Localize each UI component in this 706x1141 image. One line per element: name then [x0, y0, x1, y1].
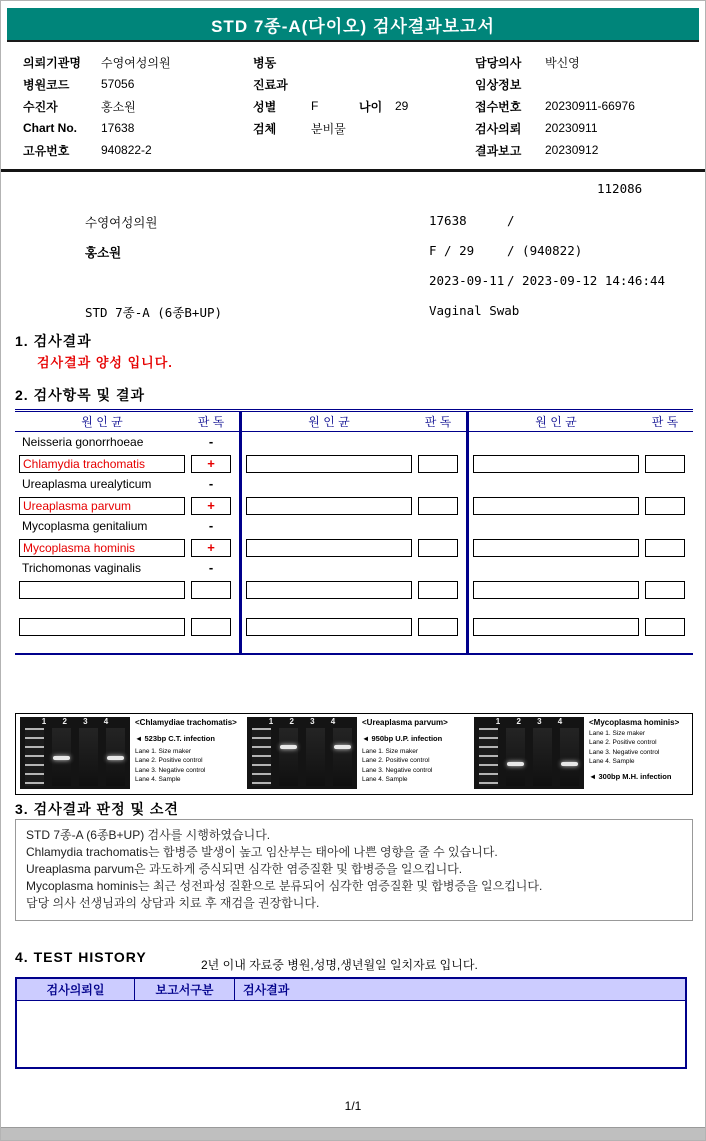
- empty-result-row: [242, 616, 466, 637]
- gel-legend: [589, 729, 693, 767]
- info-label: 의뢰기관명: [23, 55, 81, 70]
- results-header: [15, 412, 239, 432]
- reading-header: 판 독: [197, 415, 225, 429]
- reading-header: 판 독: [424, 415, 452, 429]
- gel-legend-line: Lane 3. Negative control: [362, 766, 433, 774]
- gel-legend-line: Lane 3. Negative control: [589, 748, 660, 756]
- blank-row: [242, 558, 466, 579]
- info-label: 성별: [253, 99, 277, 114]
- result-value: -: [208, 559, 214, 575]
- empty-result-row: [469, 453, 693, 474]
- gel-lane-positive-control: [506, 728, 525, 786]
- result-row: [15, 516, 239, 537]
- empty-organism-box: [246, 455, 412, 473]
- blank-row: [469, 516, 693, 537]
- blank-row: [242, 474, 466, 495]
- opinion-line: 담당 의사 선생님과의 상담과 치료 후 재검을 권장합니다.: [26, 896, 320, 910]
- info-value: 박신영: [545, 55, 580, 70]
- report-title-banner: [7, 8, 699, 42]
- info-label: 수진자: [23, 99, 58, 114]
- doc-number: 112086: [597, 181, 643, 196]
- gel-band: [107, 756, 124, 760]
- info-value: 57056: [101, 77, 135, 91]
- divider-line: [1, 169, 705, 172]
- gel-legend-line: Lane 2. Positive control: [135, 757, 203, 765]
- gel-lane-size-marker: [252, 728, 271, 786]
- results-header: [469, 412, 693, 432]
- info-label: 고유번호: [23, 143, 70, 158]
- gel-caption: [362, 717, 466, 789]
- info-value: 20230911: [545, 121, 598, 135]
- summary-hospital: 수영여성의원: [85, 215, 158, 230]
- gel-caption: [589, 717, 693, 789]
- info-label: 병원코드: [23, 77, 70, 92]
- results-group-1: [15, 412, 239, 653]
- gel-annotation: ◄ 950bp U.P. infection: [362, 734, 443, 743]
- result-value: -: [208, 433, 214, 449]
- result-value: +: [191, 455, 231, 473]
- info-label: 결과보고: [475, 143, 522, 158]
- gel-caption: [135, 717, 239, 789]
- result-value: -: [208, 475, 214, 491]
- organism-name: Trichomonas vaginalis: [22, 560, 141, 575]
- gel-annotation: ◄ 523bp C.T. infection: [135, 734, 215, 743]
- gel-lane-numbers: 1 2 3 4: [268, 717, 336, 726]
- info-row: [253, 73, 475, 95]
- info-value: 940822-2: [101, 143, 152, 157]
- organism-name: Neisseria gonorrhoeae: [22, 434, 144, 449]
- blank-row: [469, 558, 693, 579]
- row-spacer: [242, 637, 466, 653]
- gel-lane-size-marker: [25, 728, 44, 786]
- results-group-3: [469, 412, 693, 653]
- report-title: STD 7종-A(다이오) 검사결과보고서: [211, 16, 495, 36]
- summary-request-date: 2023-09-11: [429, 273, 505, 288]
- gel-lane-sample: [560, 728, 579, 786]
- gel-band: [561, 762, 578, 766]
- empty-result-box: [645, 539, 685, 557]
- empty-organism-box: [246, 497, 412, 515]
- results-header: [242, 412, 466, 432]
- gel-image-chlamydia: [20, 717, 130, 789]
- info-label: 임상정보: [475, 77, 522, 92]
- gel-panel-mycoplasma: [474, 717, 693, 789]
- empty-organism-box: [246, 618, 412, 636]
- empty-organism-box: [473, 539, 639, 557]
- empty-organism-box: [473, 497, 639, 515]
- empty-organism-box: [246, 581, 412, 599]
- info-value: F: [311, 99, 319, 113]
- gel-legend-line: Lane 3. Negative control: [135, 766, 206, 774]
- organism-name: Ureaplasma parvum: [19, 497, 185, 515]
- info-label: 검사의뢰: [475, 121, 522, 136]
- gel-lane-sample: [106, 728, 125, 786]
- info-row: [23, 51, 253, 73]
- empty-result-row: [242, 453, 466, 474]
- empty-result-box: [418, 618, 458, 636]
- result-value: -: [208, 517, 214, 533]
- empty-result-row: [469, 537, 693, 558]
- result-row: [15, 537, 239, 558]
- info-label: 나이: [359, 99, 383, 114]
- info-column-right: [475, 51, 697, 161]
- gel-title: <Chlamydiae trachomatis>: [135, 718, 237, 727]
- summary-chart-no: 17638: [429, 213, 467, 228]
- gel-lane-numbers: 1 2 3 4: [495, 717, 563, 726]
- empty-result-row: [242, 579, 466, 600]
- info-row: [475, 117, 697, 139]
- gel-lane-size-marker: [479, 728, 498, 786]
- info-row: [23, 73, 253, 95]
- section2-heading: 2. 검사항목 및 결과: [15, 387, 146, 403]
- empty-result-row: [15, 616, 239, 637]
- info-value: 수영여성의원: [101, 55, 171, 70]
- empty-result-box: [418, 581, 458, 599]
- info-label: 담당의사: [475, 55, 522, 70]
- history-header-result: 검사결과: [243, 983, 290, 997]
- gel-panel-ureaplasma: [247, 717, 466, 789]
- empty-result-box: [191, 618, 231, 636]
- empty-result-row: [469, 616, 693, 637]
- empty-result-row: [469, 579, 693, 600]
- opinion-line: Ureaplasma parvum은 과도하게 증식되면 심각한 염증질환 및 합병증을 일으킵니다.: [26, 862, 463, 876]
- gel-lane-negative-control: [79, 728, 98, 786]
- info-row: [475, 95, 697, 117]
- empty-result-box: [191, 581, 231, 599]
- blank-row: [469, 474, 693, 495]
- info-value: 20230911-66976: [545, 99, 635, 113]
- result-row: [15, 558, 239, 579]
- empty-organism-box: [473, 455, 639, 473]
- history-header-request-date: 검사의뢰일: [17, 979, 135, 1000]
- row-spacer: [469, 600, 693, 616]
- opinion-line: STD 7종-A (6종B+UP) 검사를 시행하였습니다.: [26, 828, 271, 842]
- gel-lanes: [25, 728, 125, 786]
- gel-images-section: [15, 713, 693, 795]
- info-row: [253, 51, 475, 73]
- gel-image-mycoplasma: [474, 717, 584, 789]
- row-spacer: [242, 600, 466, 616]
- result-row: [15, 495, 239, 516]
- opinion-line: Mycoplasma hominis는 최근 성전파성 질환으로 분류되어 심각한 염증질환 및 합병증을 일으킵니다.: [26, 879, 543, 893]
- empty-result-row: [15, 579, 239, 600]
- blank-row: [242, 516, 466, 537]
- gel-band: [507, 762, 524, 766]
- row-spacer: [15, 600, 239, 616]
- empty-result-box: [645, 618, 685, 636]
- organism-header: 원 인 균: [535, 415, 577, 429]
- gel-band: [280, 745, 297, 749]
- gel-legend-line: Lane 4. Sample: [135, 776, 181, 784]
- history-empty-body: [17, 1001, 685, 1067]
- section4-heading: 4. TEST HISTORY: [15, 949, 147, 965]
- section3-heading: 3. 검사결과 판정 및 소견: [15, 801, 179, 817]
- info-column-middle: [253, 51, 475, 161]
- result-row: [15, 474, 239, 495]
- empty-organism-box: [19, 581, 185, 599]
- summary-slash: /: [507, 213, 515, 228]
- gel-legend-line: Lane 4. Sample: [362, 776, 408, 784]
- gel-lane-numbers: 1 2 3 4: [41, 717, 109, 726]
- patient-info-section: [23, 51, 697, 161]
- gel-legend-line: Lane 1. Size maker: [362, 748, 419, 755]
- result-value: +: [191, 539, 231, 557]
- gel-lane-sample: [333, 728, 352, 786]
- summary-patient-name: 홍소원: [85, 245, 122, 260]
- gel-lane-negative-control: [306, 728, 325, 786]
- gel-legend-line: Lane 1. Size maker: [135, 748, 192, 755]
- organism-name: Mycoplasma hominis: [19, 539, 185, 557]
- gel-legend-line: Lane 1. Size maker: [589, 730, 646, 737]
- info-value: 홍소원: [101, 99, 136, 114]
- history-header-row: [17, 979, 685, 1001]
- organism-header: 원 인 균: [308, 415, 350, 429]
- info-row: [253, 95, 475, 117]
- overall-result-text: 검사결과 양성 입니다.: [37, 355, 173, 370]
- gel-lane-positive-control: [279, 728, 298, 786]
- page-number: 1/1: [344, 1099, 362, 1113]
- organism-name: Ureaplasma urealyticum: [22, 476, 152, 491]
- info-row: [253, 117, 475, 139]
- gel-band: [334, 745, 351, 749]
- blank-row: [469, 432, 693, 453]
- history-note: 2년 이내 자료중 병원,성명,생년월일 일치자료 입니다.: [201, 958, 478, 972]
- info-label: 접수번호: [475, 99, 522, 114]
- gel-image-ureaplasma: [247, 717, 357, 789]
- info-value: 분비물: [311, 121, 346, 136]
- gel-legend-line: Lane 2. Positive control: [362, 757, 430, 765]
- info-value: 20230912: [545, 143, 599, 157]
- empty-result-row: [242, 537, 466, 558]
- summary-specimen: Vaginal Swab: [429, 303, 520, 318]
- history-header-report-type: 보고서구분: [135, 979, 235, 1000]
- opinion-box: [15, 819, 693, 921]
- row-spacer: [469, 637, 693, 653]
- organism-name: Mycoplasma genitalium: [22, 518, 148, 533]
- info-label: Chart No.: [23, 121, 77, 135]
- info-row: [23, 117, 253, 139]
- empty-organism-box: [473, 581, 639, 599]
- gel-lane-positive-control: [52, 728, 71, 786]
- info-row: [23, 95, 253, 117]
- info-row: [475, 73, 697, 95]
- gel-legend-line: Lane 2. Positive control: [589, 739, 657, 747]
- gel-lane-negative-control: [533, 728, 552, 786]
- empty-result-box: [418, 455, 458, 473]
- reading-header: 판 독: [651, 415, 679, 429]
- result-value: +: [191, 497, 231, 515]
- gel-title: <Mycoplasma hominis>: [589, 718, 680, 727]
- summary-report-datetime: / 2023-09-12 14:46:44: [507, 273, 666, 288]
- gel-lanes: [252, 728, 352, 786]
- empty-organism-box: [246, 539, 412, 557]
- section1-heading: 1. 검사결과: [15, 333, 92, 349]
- results-table: [15, 409, 693, 655]
- info-row: [23, 139, 253, 161]
- info-label: 진료과: [253, 77, 288, 92]
- empty-result-row: [469, 495, 693, 516]
- info-label: 검체: [253, 121, 277, 136]
- gel-legend: [362, 747, 466, 785]
- empty-result-box: [418, 539, 458, 557]
- info-column-left: [23, 51, 253, 161]
- summary-birth: / (940822): [507, 243, 583, 258]
- opinion-line: Chlamydia trachomatis는 합병증 발생이 높고 임산부는 태아에 나쁜 영향을 줄 수 있습니다.: [26, 845, 498, 859]
- empty-result-box: [418, 497, 458, 515]
- empty-result-box: [645, 455, 685, 473]
- info-value: 29: [395, 99, 409, 113]
- empty-result-row: [242, 495, 466, 516]
- row-spacer: [15, 637, 239, 653]
- gel-lanes: [479, 728, 579, 786]
- info-label: 병동: [253, 55, 277, 70]
- blank-row: [242, 432, 466, 453]
- test-history-table: [15, 977, 687, 1069]
- organism-name: Chlamydia trachomatis: [19, 455, 185, 473]
- summary-sex-age: F / 29: [429, 243, 475, 258]
- gel-title: <Ureaplasma parvum>: [362, 718, 448, 727]
- gel-annotation: ◄ 300bp M.H. infection: [589, 771, 672, 781]
- gel-band: [53, 756, 70, 760]
- empty-organism-box: [473, 618, 639, 636]
- bottom-strip: [1, 1127, 705, 1140]
- summary-test-name: STD 7종-A (6종B+UP): [85, 305, 223, 320]
- empty-result-box: [645, 581, 685, 599]
- organism-header: 원 인 균: [81, 415, 123, 429]
- info-value: 17638: [101, 121, 135, 135]
- gel-legend-line: Lane 4. Sample: [589, 758, 635, 766]
- gel-panel-chlamydia: [20, 717, 239, 789]
- empty-organism-box: [19, 618, 185, 636]
- info-row: [475, 139, 697, 161]
- empty-result-box: [645, 497, 685, 515]
- results-group-2: [242, 412, 466, 653]
- gel-legend: [135, 747, 239, 785]
- info-row: [475, 51, 697, 73]
- result-row: [15, 453, 239, 474]
- result-row: [15, 432, 239, 453]
